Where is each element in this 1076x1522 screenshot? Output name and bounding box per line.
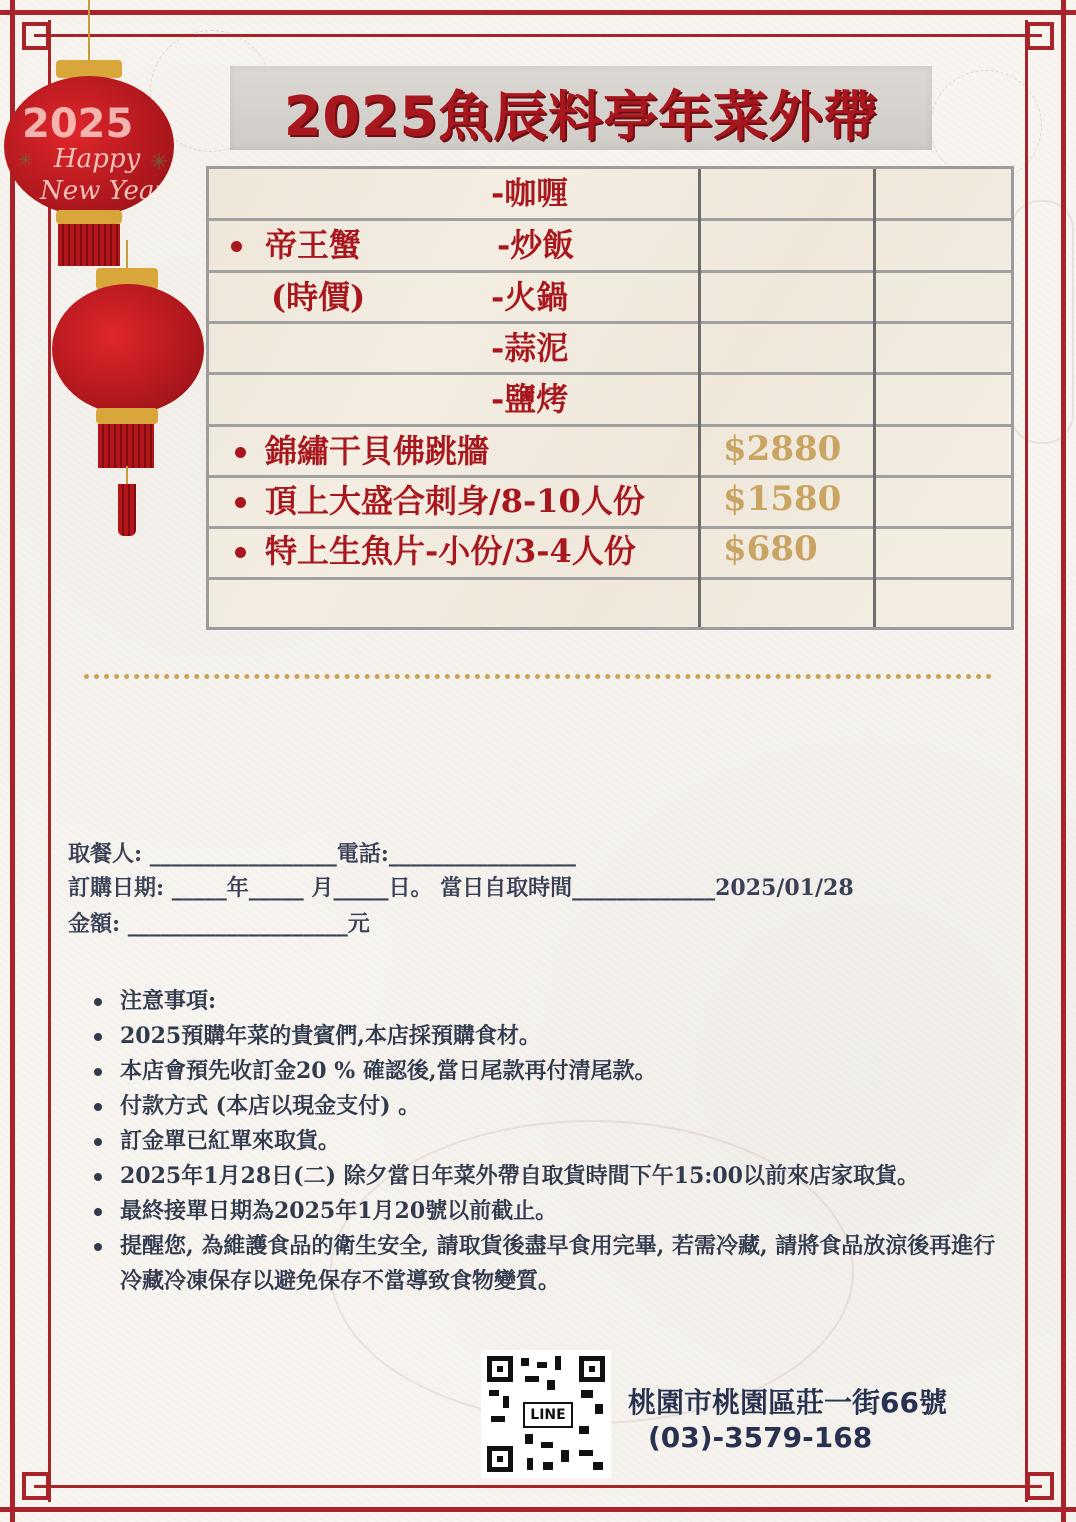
title-banner	[230, 66, 932, 150]
note-item: 本店會預先收訂金20 % 確認後,當日尾款再付清尾款。	[94, 1054, 1014, 1089]
menu-item-price: $2880	[723, 429, 842, 469]
note-item: 付款方式 (本店以現金支付) 。	[94, 1089, 1014, 1124]
lantern-new-year: New Year	[40, 176, 167, 206]
menu-item-name: 頂上大盛合刺身/8-10人份	[265, 482, 645, 520]
bullet-dot	[235, 447, 246, 458]
lantern-year: 2025	[22, 101, 134, 147]
bullet-dot	[231, 241, 242, 252]
menu-item-king-crab-note: (時價)	[271, 278, 366, 316]
spark-icon: ✳	[18, 150, 34, 171]
menu-table	[206, 166, 1014, 630]
line-logo: LINE	[523, 1402, 573, 1428]
menu-item-name: 錦繡干貝佛跳牆	[265, 432, 490, 470]
form-order-date: 訂購日期: _____年_____ 月_____日。 當日自取時間_____________2025/01/28	[68, 875, 854, 901]
line-qr-code[interactable]	[481, 1350, 611, 1478]
note-item: 最終接單日期為2025年1月20號以前截止。	[94, 1194, 1014, 1229]
menu-item-price: $680	[723, 529, 818, 569]
form-pickup-name-phone: 取餐人: _________________電話:_________________	[68, 841, 576, 867]
note-item: 2025預購年菜的貴賓們,本店採預購食材。	[94, 1019, 1014, 1054]
menu-item-name: 特上生魚片-小份/3-4人份	[265, 532, 636, 570]
spark-icon: ✳	[150, 150, 169, 175]
page-title: 2025魚辰料亭年菜外帶	[283, 85, 879, 148]
note-item: 訂金單已紅單來取貨。	[94, 1124, 1014, 1159]
menu-style-garlic: -蒜泥	[491, 329, 569, 367]
store-phone: (03)-3579-168	[648, 1421, 873, 1454]
menu-style-salt-baked: -鹽烤	[491, 380, 569, 418]
note-item: 2025年1月28日(二) 除夕當日年菜外帶自取貨時間下午15:00以前來店家取貨。	[94, 1159, 1014, 1194]
notes-list	[94, 984, 1014, 1299]
form-amount: 金額: ____________________元	[68, 911, 370, 937]
dotted-divider	[84, 674, 992, 679]
store-address: 桃園市桃園區莊一街66號	[628, 1386, 947, 1419]
note-item: 提醒您, 為維護食品的衛生安全, 請取貨後盡早食用完畢, 若需冷藏, 請將食品放涼後再進行冷藏冷凍保存以避免保存不當導致食物變質。	[94, 1229, 1014, 1299]
bullet-dot	[235, 547, 246, 558]
bullet-dot	[235, 497, 246, 508]
note-item: 注意事項:	[94, 984, 1014, 1019]
menu-item-price: $1580	[723, 479, 842, 519]
menu-item-king-crab: 帝王蟹	[265, 226, 362, 264]
menu-style-fried-rice: -炒飯	[497, 226, 575, 264]
menu-style-hotpot: -火鍋	[491, 278, 569, 316]
menu-style-curry: -咖喱	[491, 174, 569, 212]
lantern-happy: Happy	[54, 144, 141, 174]
